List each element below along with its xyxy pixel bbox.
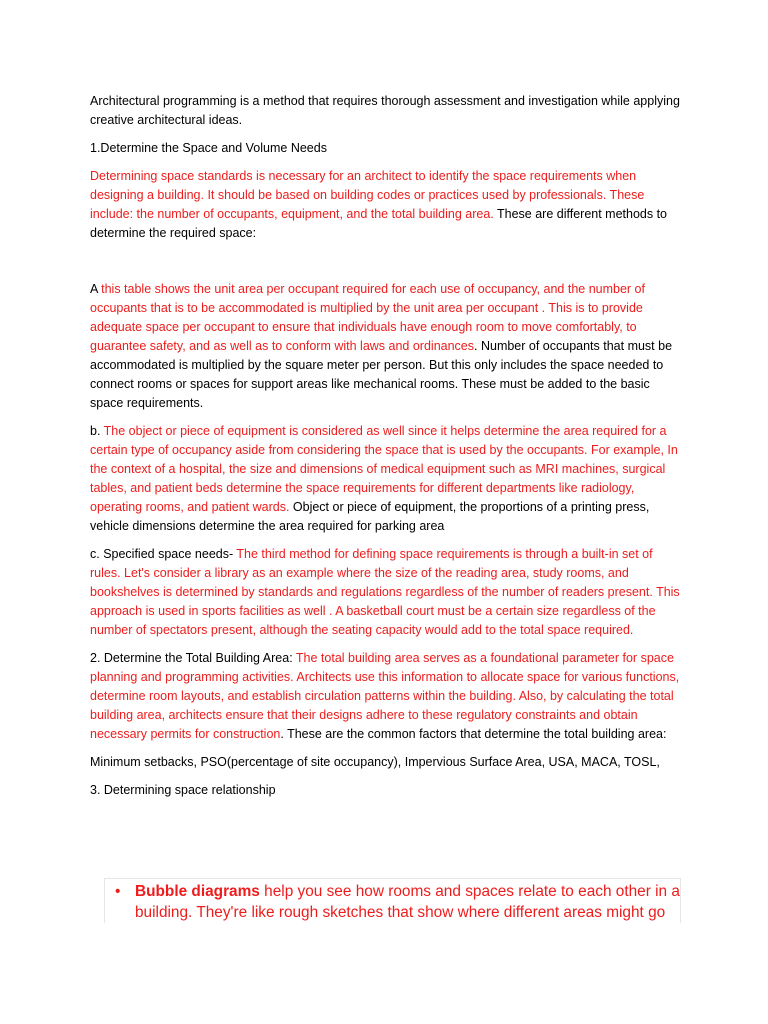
factors-line: Minimum setbacks, PSO(percentage of site occupancy), Impervious Surface Area, USA, MACA, TOSL, <box>90 755 660 769</box>
item-a-red-text: this table shows the unit area per occupant required for each use of occupancy, and the number of occupants that is to be accommodated is multiplied by the unit area per occupant . This is to provide adequate space per occupant to ensure that individuals have enough room to move comfortably, to guarantee safety, and as well as to conform with laws and ordinances <box>90 282 645 353</box>
section1-red-text: Determining space standards is necessary for an architect to identify the space requirements when designing a building. It should be based on building codes or practices used by professionals. These include: the number of occupants, equipment, and the total building area. <box>90 169 645 221</box>
item-c-paragraph <box>90 545 686 640</box>
item-a-paragraph <box>90 280 686 413</box>
intro-paragraph: Architectural programming is a method that requires thorough assessment and investigation while applying creative architectural ideas. <box>90 94 680 127</box>
bullet-box <box>104 878 681 923</box>
document-page <box>90 92 686 809</box>
section1-paragraph <box>90 167 686 243</box>
bubble-diagrams-term: Bubble diagrams <box>135 883 260 900</box>
section1-black-text: These are different methods to determine the required space: <box>90 207 668 240</box>
section3-heading: 3. Determining space relationship <box>90 783 276 797</box>
section2-red-text: The total building area serves as a foundational parameter for space planning and programming activities. Architects use this information to allocate space for various functions, determine room layouts, and establish circulation patterns within the building. Also, by calculating the total building area, architects ensure that their designs adhere to these regulatory constraints and obtain necessary permits for construction <box>90 651 680 741</box>
list-item <box>115 879 680 923</box>
item-b-black-text: Object or piece of equipment, the proportions of a printing press, vehicle dimensions determine the area required for parking area <box>90 500 650 533</box>
blank-space <box>90 252 686 280</box>
section2-black-text: . These are the common factors that determine the total building area: <box>280 727 667 741</box>
section2-paragraph <box>90 649 686 744</box>
bullet-list <box>105 879 680 923</box>
item-c-prefix: c. Specified space needs- <box>90 547 237 561</box>
section1-heading: 1.Determine the Space and Volume Needs <box>90 141 327 155</box>
section2-prefix: 2. Determine the Total Building Area: <box>90 651 296 665</box>
item-b-red-text: The object or piece of equipment is considered as well since it helps determine the area required for a certain type of occupancy aside from considering the space that is used by the occupants. For example, In the context of a hospital, the size and dimensions of medical equipment such as MRI machines, surgical tables, and patient beds determine the space requirements for different departments like radiology, operating rooms, and patient wards. <box>90 424 678 514</box>
item-c-red-text: The third method for defining space requirements is through a built-in set of rules. Let's consider a library as an example where the size of the reading area, study rooms, and bookshelves is determined by standards and regulations regardless of the number of readers present. This approach is used in sports facilities as well . A basketball court must be a certain size regardless of the number of spectators present, although the seating capacity would add to the total space required. <box>90 547 680 637</box>
item-b-prefix: b. <box>90 424 104 438</box>
item-b-paragraph <box>90 422 686 536</box>
bubble-diagrams-text: help you see how rooms and spaces relate to each other in a building. They're like rough sketches that show where different areas might go <box>135 883 680 921</box>
bullet-dot-icon: • <box>115 883 121 900</box>
item-a-black-text: . Number of occupants that must be accommodated is multiplied by the square meter per person. But this only includes the space needed to connect rooms or spaces for support areas like mechanical rooms. These must be added to the basic space requirements. <box>90 339 673 410</box>
item-a-prefix: A <box>90 282 102 296</box>
